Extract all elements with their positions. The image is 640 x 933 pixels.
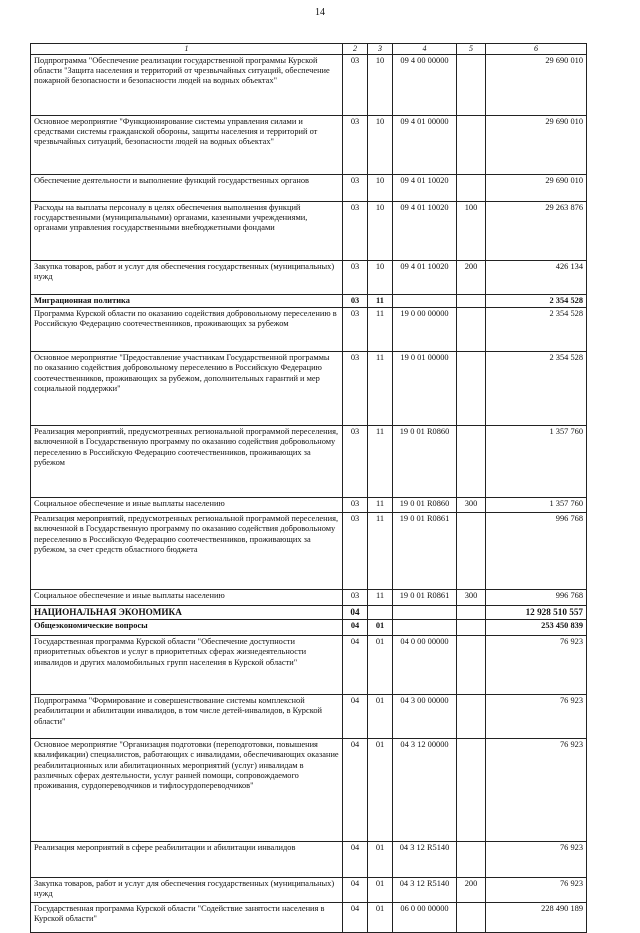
row-name: Расходы на выплаты персоналу в целях обеспечения выполнения функций государственными (муниципальными) органами, казенными учреждениями, органами управления государственными внебюджетными фондами	[31, 201, 343, 260]
row-target-article: 19 0 01 R0860	[393, 498, 457, 513]
row-subsection-code: 11	[368, 513, 393, 590]
row-section-code: 04	[343, 739, 368, 842]
row-subsection-code: 11	[368, 590, 393, 606]
row-expense-type	[457, 174, 486, 201]
table-row	[31, 606, 587, 620]
row-target-article: 09 4 01 10020	[393, 201, 457, 260]
row-expense-type	[457, 695, 486, 739]
row-expense-type: 100	[457, 201, 486, 260]
row-expense-type	[457, 352, 486, 426]
row-target-article: 04 3 12 R5140	[393, 842, 457, 878]
row-expense-type	[457, 903, 486, 933]
row-expense-type	[457, 54, 486, 115]
row-name: Общеэкономические вопросы	[31, 620, 343, 636]
table-header-row	[31, 44, 587, 55]
row-section-code: 03	[343, 513, 368, 590]
row-expense-type: 200	[457, 878, 486, 903]
row-section-code: 03	[343, 174, 368, 201]
row-subsection-code: 11	[368, 426, 393, 498]
row-amount: 1 357 760	[486, 426, 587, 498]
row-section-code: 04	[343, 842, 368, 878]
row-section-code: 04	[343, 606, 368, 620]
row-target-article: 19 0 01 R0861	[393, 590, 457, 606]
table-row	[31, 115, 587, 174]
row-subsection-code: 01	[368, 695, 393, 739]
row-subsection-code: 01	[368, 842, 393, 878]
column-header: 5	[457, 44, 486, 55]
row-subsection-code: 01	[368, 903, 393, 933]
table-row	[31, 352, 587, 426]
row-subsection-code: 10	[368, 174, 393, 201]
row-target-article: 19 0 01 R0860	[393, 426, 457, 498]
row-section-code: 03	[343, 590, 368, 606]
row-target-article	[393, 620, 457, 636]
row-target-article: 09 4 00 00000	[393, 54, 457, 115]
row-name: Социальное обеспечение и иные выплаты населению	[31, 498, 343, 513]
row-amount: 12 928 510 557	[486, 606, 587, 620]
table-row	[31, 620, 587, 636]
row-expense-type	[457, 636, 486, 695]
row-subsection-code: 11	[368, 498, 393, 513]
row-section-code: 03	[343, 294, 368, 307]
row-name: Социальное обеспечение и иные выплаты населению	[31, 590, 343, 606]
column-header: 1	[31, 44, 343, 55]
row-subsection-code: 01	[368, 636, 393, 695]
table-row	[31, 54, 587, 115]
column-header: 3	[368, 44, 393, 55]
row-target-article: 19 0 00 00000	[393, 308, 457, 352]
table-row	[31, 260, 587, 294]
row-target-article: 04 3 12 00000	[393, 739, 457, 842]
row-section-code: 03	[343, 115, 368, 174]
row-target-article: 09 4 01 10020	[393, 174, 457, 201]
row-target-article	[393, 606, 457, 620]
row-target-article	[393, 294, 457, 307]
row-amount: 228 490 189	[486, 903, 587, 933]
row-subsection-code: 10	[368, 115, 393, 174]
row-subsection-code: 10	[368, 201, 393, 260]
row-name: Основное мероприятие "Организация подготовки (переподготовки, повышения квалификации) специалистов, работающих с инвалидами, обеспечивающих оказание реабилитационных или абилитационных мероприятий (услуг) инвалидам в различных сферах деятельности, услуг ранней помощи, сопровождаемого проживания, сурдопереводчиков и тифлосурдопереводчиков"	[31, 739, 343, 842]
row-expense-type	[457, 115, 486, 174]
row-name: Государственная программа Курской области "Содействие занятости населения в Курской области"	[31, 903, 343, 933]
row-target-article: 04 3 12 R5140	[393, 878, 457, 903]
row-subsection-code: 10	[368, 260, 393, 294]
row-amount: 996 768	[486, 513, 587, 590]
table-row	[31, 308, 587, 352]
row-subsection-code: 01	[368, 878, 393, 903]
budget-table	[30, 43, 587, 933]
row-subsection-code: 11	[368, 294, 393, 307]
row-amount: 2 354 528	[486, 294, 587, 307]
row-expense-type	[457, 426, 486, 498]
row-name: Основное мероприятие "Функционирование системы управления силами и средствами системы гражданской обороны, защиты населения и территорий от чрезвычайных ситуаций, безопасности людей на водных объектах"	[31, 115, 343, 174]
row-amount: 426 134	[486, 260, 587, 294]
row-amount: 76 923	[486, 739, 587, 842]
row-target-article: 19 0 01 R0861	[393, 513, 457, 590]
row-target-article: 06 0 00 00000	[393, 903, 457, 933]
row-amount: 29 690 010	[486, 174, 587, 201]
row-target-article: 04 0 00 00000	[393, 636, 457, 695]
table-row	[31, 878, 587, 903]
row-section-code: 03	[343, 426, 368, 498]
row-expense-type	[457, 606, 486, 620]
row-name: Государственная программа Курской области "Обеспечение доступности приоритетных объектов и услуг в приоритетных сферах жизнедеятельности инвалидов и других маломобильных групп населения в Курской области"	[31, 636, 343, 695]
row-expense-type: 300	[457, 590, 486, 606]
table-row	[31, 498, 587, 513]
row-expense-type	[457, 620, 486, 636]
table-row	[31, 174, 587, 201]
row-amount: 76 923	[486, 842, 587, 878]
row-amount: 1 357 760	[486, 498, 587, 513]
row-name: НАЦИОНАЛЬНАЯ ЭКОНОМИКА	[31, 606, 343, 620]
table-row	[31, 513, 587, 590]
row-name: Закупка товаров, работ и услуг для обеспечения государственных (муниципальных) нужд	[31, 878, 343, 903]
row-amount: 76 923	[486, 695, 587, 739]
row-subsection-code: 11	[368, 352, 393, 426]
row-section-code: 04	[343, 620, 368, 636]
table-row	[31, 636, 587, 695]
row-section-code: 04	[343, 878, 368, 903]
row-target-article: 09 4 01 10020	[393, 260, 457, 294]
row-target-article: 19 0 01 00000	[393, 352, 457, 426]
table-row	[31, 842, 587, 878]
row-name: Реализация мероприятий, предусмотренных региональной программой переселения, включенной в Государственную программу по оказанию содействия добровольному переселению в Российскую Федерацию соотечественников, проживающих за рубежом	[31, 426, 343, 498]
row-section-code: 03	[343, 54, 368, 115]
row-amount: 29 690 010	[486, 115, 587, 174]
row-section-code: 03	[343, 498, 368, 513]
row-name: Основное мероприятие "Предоставление участникам Государственной программы по оказанию содействия добровольному переселению в Российскую Федерацию соотечественников, проживающих за рубежом, дополнительных гарантий и мер социальной поддержки"	[31, 352, 343, 426]
row-name: Программа Курской области по оказанию содействия добровольному переселению в Российскую Федерацию соотечественников, проживающих за рубежом	[31, 308, 343, 352]
row-section-code: 04	[343, 903, 368, 933]
row-subsection-code: 01	[368, 739, 393, 842]
row-amount: 29 263 876	[486, 201, 587, 260]
table-row	[31, 201, 587, 260]
table-row	[31, 695, 587, 739]
row-name: Подпрограмма "Формирование и совершенствование системы комплексной реабилитации и абилитации инвалидов, в том числе детей-инвалидов, в Курской области"	[31, 695, 343, 739]
row-amount: 996 768	[486, 590, 587, 606]
row-expense-type	[457, 513, 486, 590]
row-section-code: 03	[343, 201, 368, 260]
row-section-code: 03	[343, 260, 368, 294]
row-subsection-code: 10	[368, 54, 393, 115]
row-name: Подпрограмма "Обеспечение реализации государственной программы Курской области "Защита населения и территорий от чрезвычайных ситуаций, обеспечение пожарной безопасности и безопасности людей на водных объектах"	[31, 54, 343, 115]
row-section-code: 03	[343, 308, 368, 352]
row-section-code: 04	[343, 695, 368, 739]
row-name: Реализация мероприятий в сфере реабилитации и абилитации инвалидов	[31, 842, 343, 878]
row-expense-type: 300	[457, 498, 486, 513]
row-target-article: 09 4 01 00000	[393, 115, 457, 174]
row-amount: 76 923	[486, 878, 587, 903]
row-subsection-code	[368, 606, 393, 620]
table-row	[31, 903, 587, 933]
column-header: 2	[343, 44, 368, 55]
table-row	[31, 739, 587, 842]
row-subsection-code: 11	[368, 308, 393, 352]
row-amount: 2 354 528	[486, 308, 587, 352]
row-amount: 2 354 528	[486, 352, 587, 426]
row-name: Обеспечение деятельности и выполнение функций государственных органов	[31, 174, 343, 201]
row-target-article: 04 3 00 00000	[393, 695, 457, 739]
page-number: 14	[315, 7, 325, 18]
row-name: Закупка товаров, работ и услуг для обеспечения государственных (муниципальных) нужд	[31, 260, 343, 294]
row-expense-type	[457, 294, 486, 307]
column-header: 6	[486, 44, 587, 55]
row-expense-type	[457, 308, 486, 352]
row-amount: 253 450 839	[486, 620, 587, 636]
row-section-code: 03	[343, 352, 368, 426]
row-amount: 29 690 010	[486, 54, 587, 115]
row-section-code: 04	[343, 636, 368, 695]
column-header: 4	[393, 44, 457, 55]
row-name: Миграционная политика	[31, 294, 343, 307]
row-amount: 76 923	[486, 636, 587, 695]
table-row	[31, 590, 587, 606]
row-expense-type	[457, 739, 486, 842]
row-expense-type	[457, 842, 486, 878]
table-row	[31, 294, 587, 307]
row-expense-type: 200	[457, 260, 486, 294]
row-subsection-code: 01	[368, 620, 393, 636]
row-name: Реализация мероприятий, предусмотренных региональной программой переселения, включенной в Государственную программу по оказанию содействия добровольному переселению в Российскую Федерацию соотечественников, проживающих за рубежом, за счет средств областного бюджета	[31, 513, 343, 590]
table-row	[31, 426, 587, 498]
